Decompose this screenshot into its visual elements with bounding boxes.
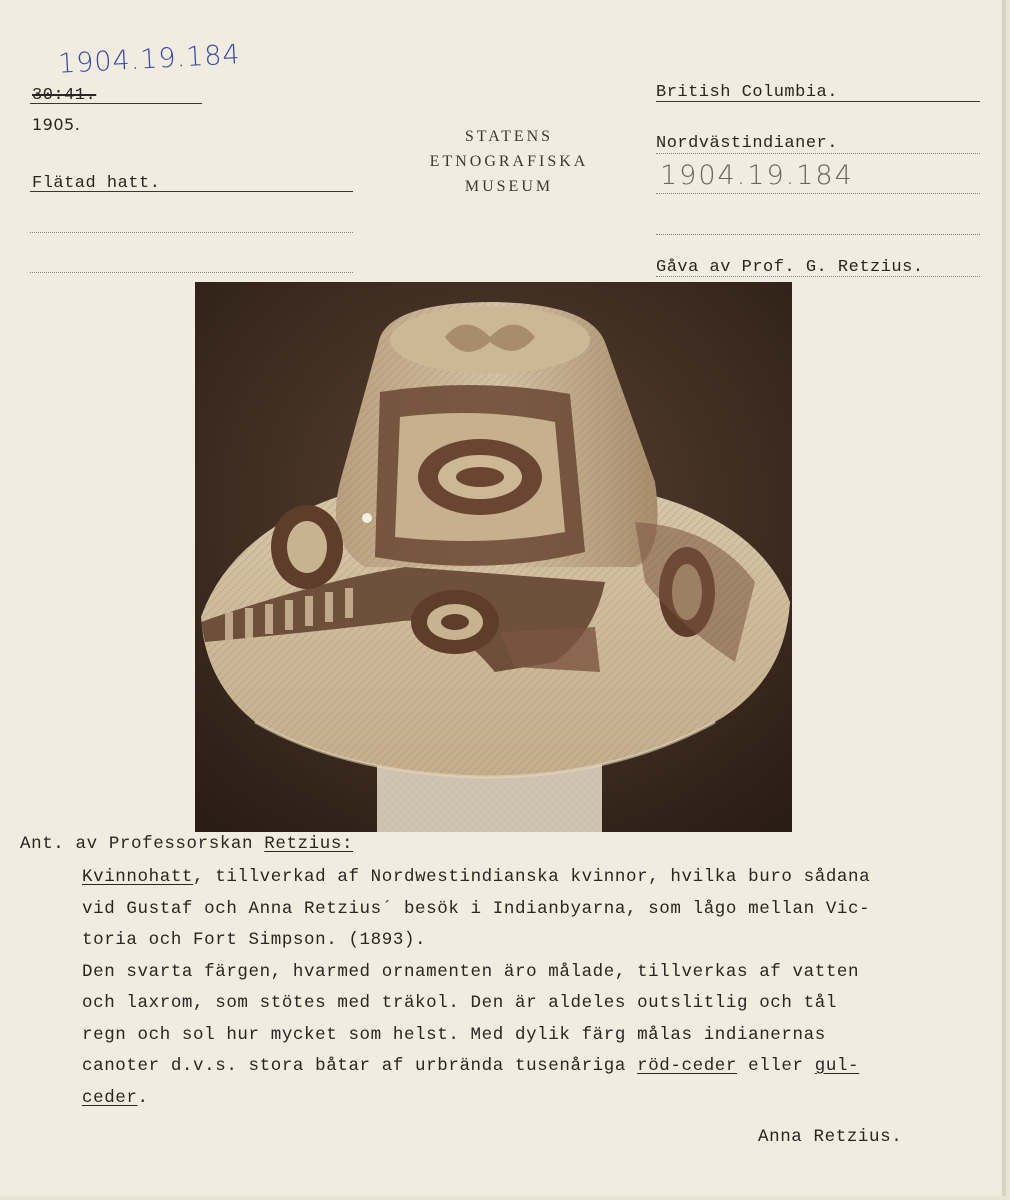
old-number-line [30,103,202,104]
para1-rest: , tillverkad af Nordwestindianska kvinnor, hvilka buro sådana [193,867,871,887]
para2-line5-end: . [137,1087,149,1108]
signature: Anna Retzius. [758,1127,903,1147]
region: British Columbia. [656,83,838,102]
para1-line1 [82,862,982,894]
para2-line4-prefix: canoter d.v.s. stora båtar af urbrända tusenåriga [82,1056,638,1076]
catalog-number-handwritten: 1904.19.184 [57,39,242,80]
para2-line3: regn och sol hur mycket som helst. Med dylik färg målas indianernas [82,1024,826,1045]
annotation-body [82,862,982,1114]
year: 1905. [32,115,81,134]
annotation-intro-prefix: Ant. av Professorskan [20,834,265,854]
museum-line-3: MUSEUM [464,178,554,195]
para2-line2: och laxrom, som stötes med träkol. Den är aldeles outslitlig och tål [82,993,837,1013]
people-group: Nordvästindianer. [656,134,838,153]
para1-line3: toria och Fort Simpson. (1893). [82,930,427,950]
para2-line1: Den svarta färgen, hvarmed ornamenten äro målade, tillverkas af vatten [82,961,860,982]
annotation-intro-name: Retzius: [264,834,354,854]
object-name-line [30,191,353,192]
museum-line-1: STATENS [464,128,554,145]
pencil-line [656,193,980,194]
blank-line-3 [656,234,980,235]
para2-line4-mid: eller [737,1056,815,1076]
object-name: Flätad hatt. [32,174,161,193]
para1-line2: vid Gustaf och Anna Retzius´ besök i Indianbyarna, som lågo mellan Vic- [82,898,871,919]
museum-header [396,124,622,199]
donor: Gåva av Prof. G. Retzius. [656,258,924,277]
donor-line [656,276,980,277]
para2-line5 [82,1083,982,1115]
para1-keyword: Kvinnohatt [82,867,194,887]
yellow-cedar-term-start: gul- [814,1056,860,1076]
annotation-intro [20,834,353,854]
yellow-cedar-term-end: ceder [82,1087,138,1108]
woven-hat-image [195,282,792,832]
region-line [656,101,980,102]
people-line [656,153,980,154]
para2-line4 [82,1051,982,1083]
hat-photograph [195,282,792,832]
catalog-number-pencil: 1904.19.184 [660,160,854,191]
blank-line-1 [30,232,353,233]
museum-line-2: ETNOGRAFISKA [429,153,589,170]
blank-line-2 [30,272,353,273]
old-catalog-number: 30:41. [32,86,97,105]
red-cedar-term: röd-ceder [637,1056,738,1076]
